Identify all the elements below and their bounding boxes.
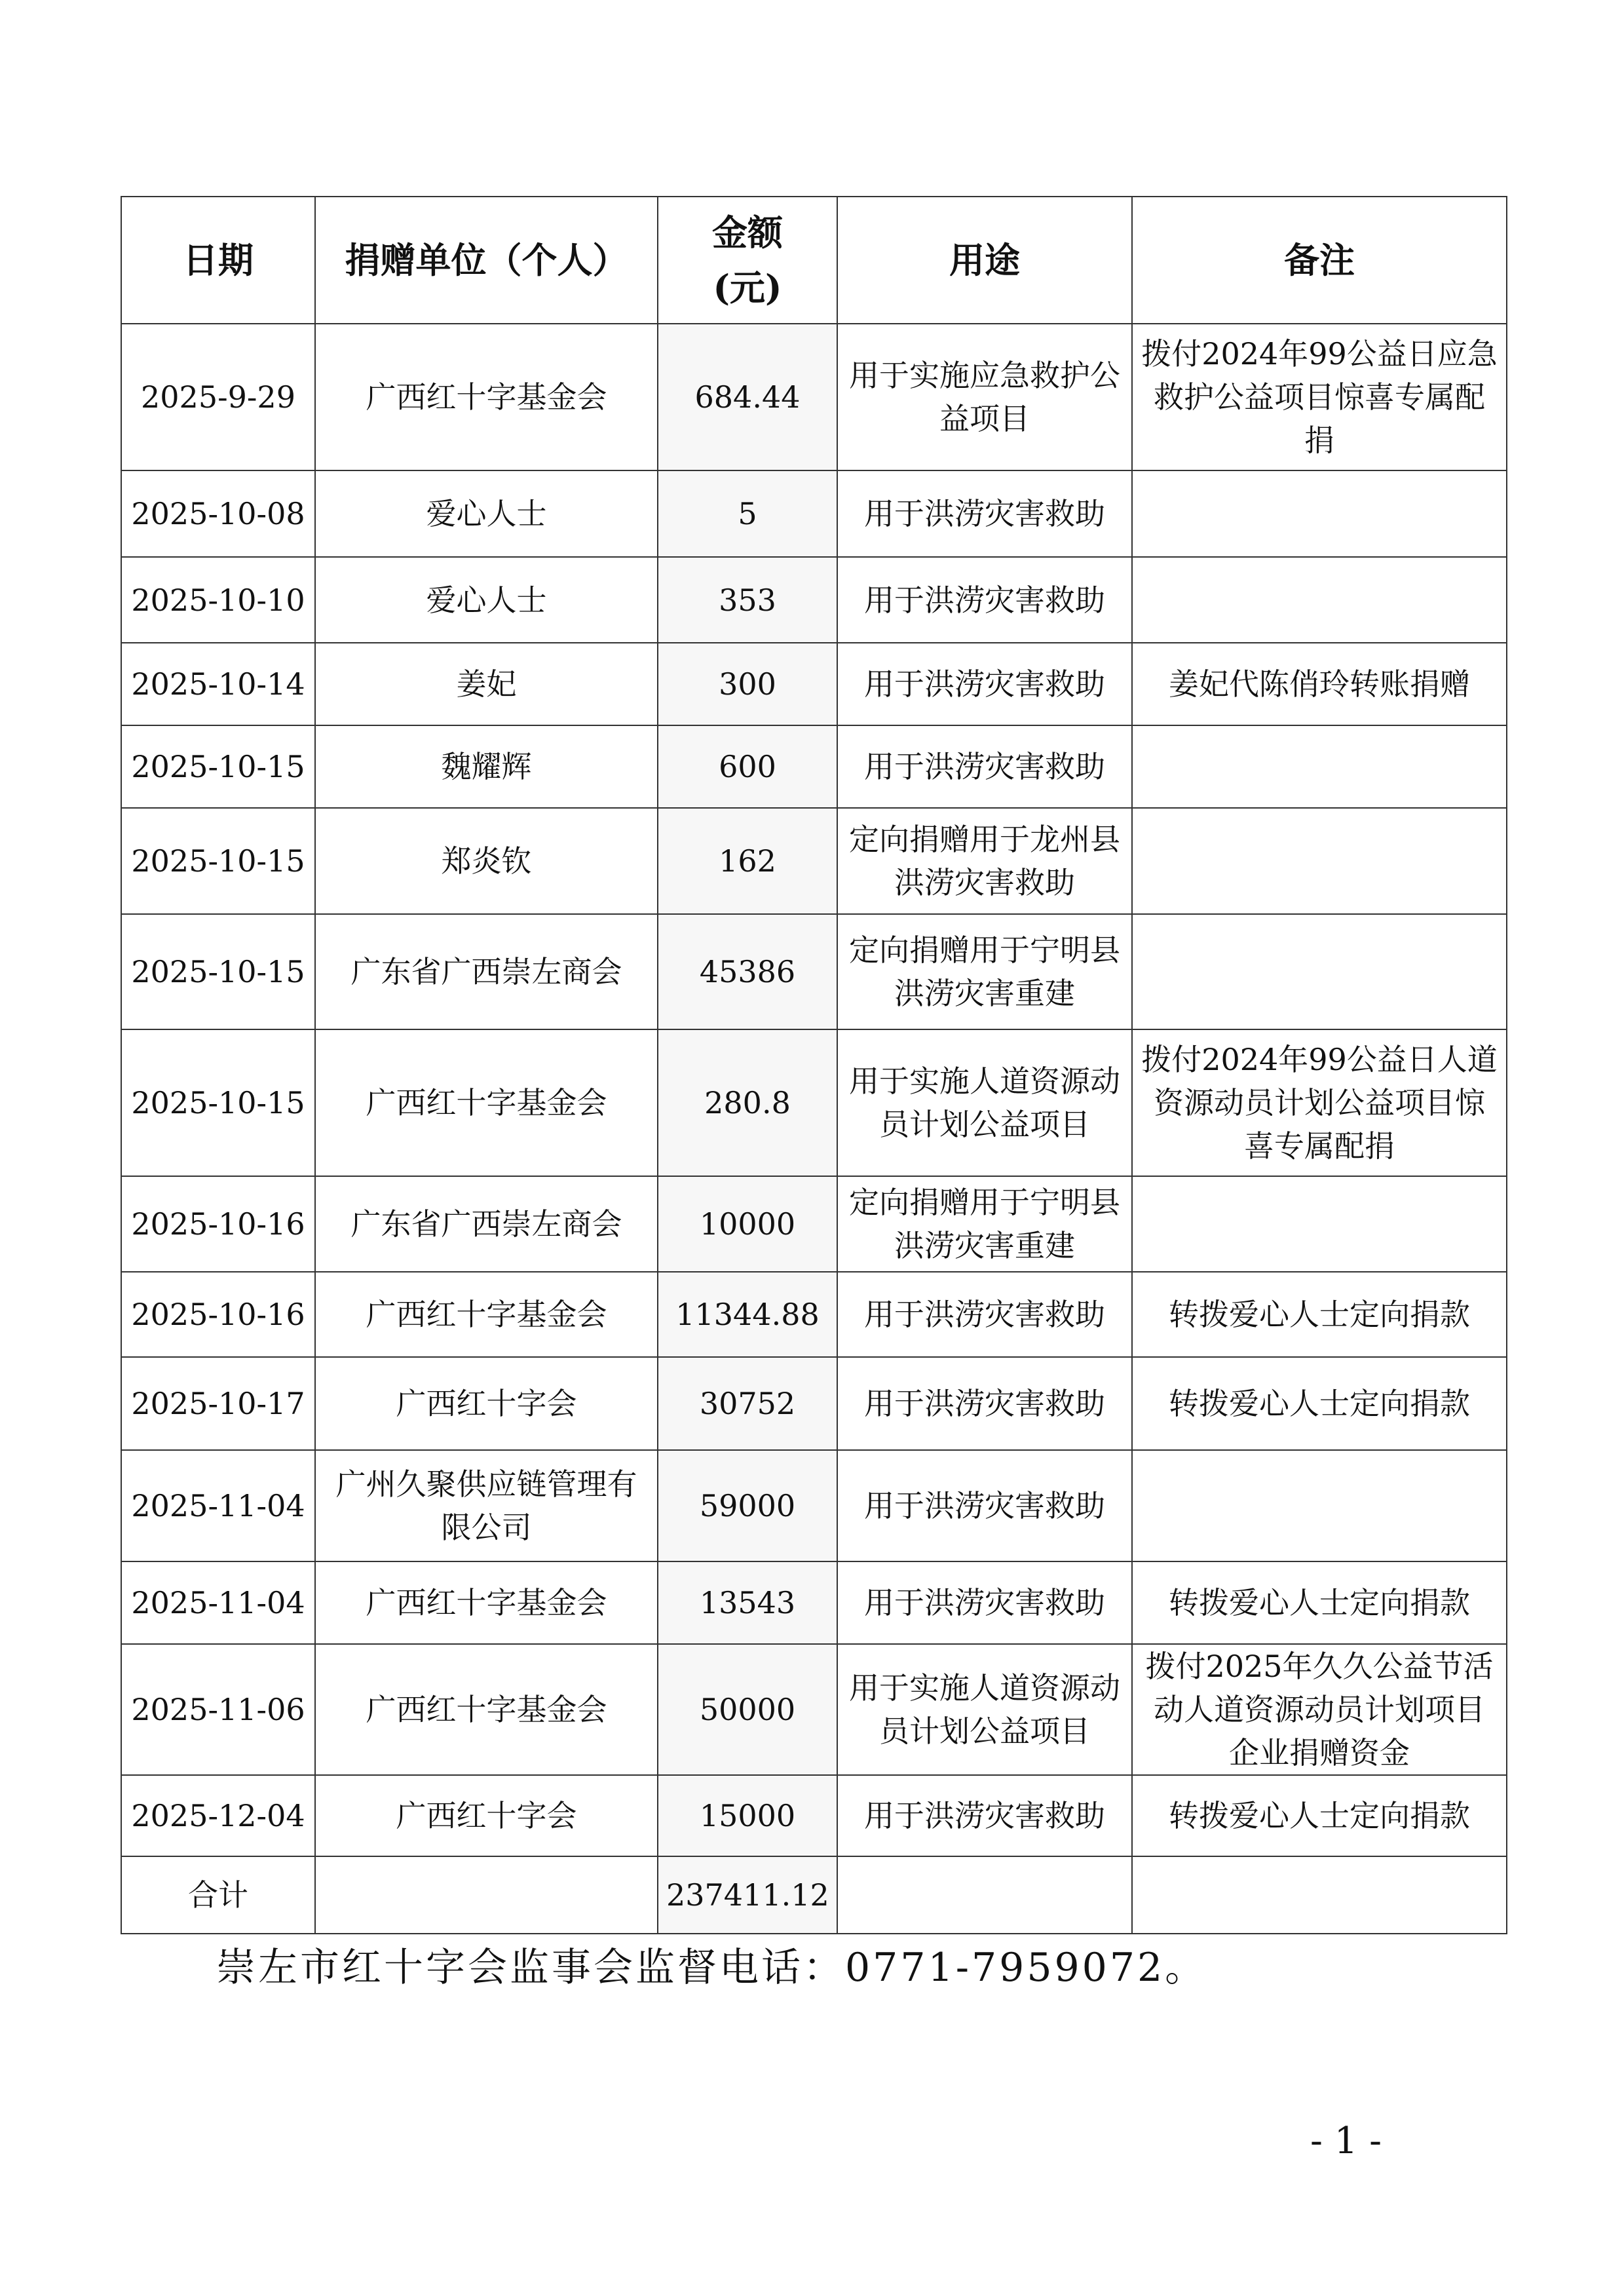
cell-purpose: 用于洪涝灾害救助 (837, 1272, 1132, 1357)
cell-date: 2025-10-15 (121, 914, 315, 1029)
cell-amount: 5 (658, 470, 837, 557)
table-row (121, 808, 1507, 914)
table-row (121, 1272, 1507, 1357)
cell-remark (1132, 557, 1507, 643)
cell-donor: 广西红十字基金会 (315, 324, 658, 470)
table-row (121, 1357, 1507, 1450)
cell-remark: 转拨爱心人士定向捐款 (1132, 1561, 1507, 1644)
cell-remark: 姜妃代陈俏玲转账捐赠 (1132, 643, 1507, 725)
cell-donor: 广东省广西崇左商会 (315, 1176, 658, 1272)
cell-purpose: 用于洪涝灾害救助 (837, 1775, 1132, 1856)
cell-donor: 广西红十字基金会 (315, 1561, 658, 1644)
cell-amount: 30752 (658, 1357, 837, 1450)
table-row (121, 725, 1507, 808)
cell-date: 2025-9-29 (121, 324, 315, 470)
cell-remark (1132, 1176, 1507, 1272)
cell-purpose: 用于洪涝灾害救助 (837, 470, 1132, 557)
cell-donor: 广东省广西崇左商会 (315, 914, 658, 1029)
cell-remark: 拨付2024年99公益日应急救护公益项目惊喜专属配捐 (1132, 324, 1507, 470)
cell-date: 2025-10-15 (121, 725, 315, 808)
cell-amount: 11344.88 (658, 1272, 837, 1357)
table-row (121, 643, 1507, 725)
table-total-row (121, 1856, 1507, 1934)
header-date: 日期 (121, 197, 315, 324)
header-amount-line1: 金额 (712, 212, 783, 254)
cell-purpose: 用于洪涝灾害救助 (837, 1450, 1132, 1561)
cell-amount: 280.8 (658, 1029, 837, 1176)
cell-donor: 爱心人士 (315, 557, 658, 643)
cell-remark (1132, 470, 1507, 557)
cell-remark: 拨付2024年99公益日人道资源动员计划公益项目惊喜专属配捐 (1132, 1029, 1507, 1176)
table-row (121, 1450, 1507, 1561)
cell-donor: 广西红十字会 (315, 1775, 658, 1856)
cell-date: 2025-10-15 (121, 808, 315, 914)
table-row (121, 1029, 1507, 1176)
cell-remark: 转拨爱心人士定向捐款 (1132, 1272, 1507, 1357)
cell-remark (1132, 725, 1507, 808)
cell-amount: 45386 (658, 914, 837, 1029)
cell-date: 2025-11-04 (121, 1450, 315, 1561)
cell-purpose: 定向捐赠用于宁明县洪涝灾害重建 (837, 1176, 1132, 1272)
table-row (121, 1775, 1507, 1856)
page-number: - 1 - (1310, 2120, 1382, 2162)
cell-purpose: 用于洪涝灾害救助 (837, 1357, 1132, 1450)
cell-purpose: 定向捐赠用于龙州县洪涝灾害救助 (837, 808, 1132, 914)
supervision-phone-note: 崇左市红十字会监事会监督电话：0771-7959072。 (216, 1945, 1207, 1991)
cell-remark (1132, 808, 1507, 914)
cell-date: 2025-11-06 (121, 1644, 315, 1775)
cell-date: 2025-10-16 (121, 1176, 315, 1272)
cell-amount: 13543 (658, 1561, 837, 1644)
cell-purpose: 用于实施人道资源动员计划公益项目 (837, 1029, 1132, 1176)
cell-purpose: 用于洪涝灾害救助 (837, 557, 1132, 643)
cell-remark: 拨付2025年久久公益节活动人道资源动员计划项目企业捐赠资金 (1132, 1644, 1507, 1775)
cell-donor: 广西红十字基金会 (315, 1644, 658, 1775)
cell-date: 2025-12-04 (121, 1775, 315, 1856)
header-donor: 捐赠单位（个人） (315, 197, 658, 324)
cell-amount: 684.44 (658, 324, 837, 470)
table-row (121, 324, 1507, 470)
cell-remark: 转拨爱心人士定向捐款 (1132, 1357, 1507, 1450)
cell-purpose: 用于洪涝灾害救助 (837, 643, 1132, 725)
header-purpose: 用途 (837, 197, 1132, 324)
cell-amount: 353 (658, 557, 837, 643)
total-purpose-empty (837, 1856, 1132, 1934)
cell-donor: 姜妃 (315, 643, 658, 725)
cell-date: 2025-10-14 (121, 643, 315, 725)
total-label: 合计 (121, 1856, 315, 1934)
cell-donor: 郑炎钦 (315, 808, 658, 914)
table-row (121, 1176, 1507, 1272)
cell-purpose: 用于实施人道资源动员计划公益项目 (837, 1644, 1132, 1775)
cell-donor: 魏耀辉 (315, 725, 658, 808)
cell-purpose: 用于洪涝灾害救助 (837, 725, 1132, 808)
cell-donor: 广州久聚供应链管理有限公司 (315, 1450, 658, 1561)
cell-date: 2025-10-17 (121, 1357, 315, 1450)
cell-date: 2025-10-08 (121, 470, 315, 557)
cell-amount: 600 (658, 725, 837, 808)
cell-remark: 转拨爱心人士定向捐款 (1132, 1775, 1507, 1856)
total-donor-empty (315, 1856, 658, 1934)
cell-amount: 15000 (658, 1775, 837, 1856)
cell-donor: 广西红十字基金会 (315, 1272, 658, 1357)
header-amount (658, 197, 837, 324)
cell-date: 2025-11-04 (121, 1561, 315, 1644)
cell-purpose: 用于洪涝灾害救助 (837, 1561, 1132, 1644)
cell-donor: 广西红十字会 (315, 1357, 658, 1450)
cell-purpose: 定向捐赠用于宁明县洪涝灾害重建 (837, 914, 1132, 1029)
cell-date: 2025-10-16 (121, 1272, 315, 1357)
cell-amount: 300 (658, 643, 837, 725)
header-remark: 备注 (1132, 197, 1507, 324)
cell-amount: 59000 (658, 1450, 837, 1561)
cell-donor: 爱心人士 (315, 470, 658, 557)
cell-amount: 50000 (658, 1644, 837, 1775)
table-row (121, 1561, 1507, 1644)
table-row (121, 914, 1507, 1029)
cell-date: 2025-10-10 (121, 557, 315, 643)
donation-table (121, 196, 1507, 1934)
cell-amount: 10000 (658, 1176, 837, 1272)
table-row (121, 557, 1507, 643)
cell-donor: 广西红十字基金会 (315, 1029, 658, 1176)
cell-remark (1132, 914, 1507, 1029)
table-row (121, 470, 1507, 557)
table-header-row (121, 197, 1507, 324)
cell-purpose: 用于实施应急救护公益项目 (837, 324, 1132, 470)
header-amount-line2: (元) (713, 267, 782, 309)
cell-remark (1132, 1450, 1507, 1561)
total-remark-empty (1132, 1856, 1507, 1934)
cell-amount: 162 (658, 808, 837, 914)
total-amount: 237411.12 (658, 1856, 837, 1934)
table-row (121, 1644, 1507, 1775)
cell-date: 2025-10-15 (121, 1029, 315, 1176)
